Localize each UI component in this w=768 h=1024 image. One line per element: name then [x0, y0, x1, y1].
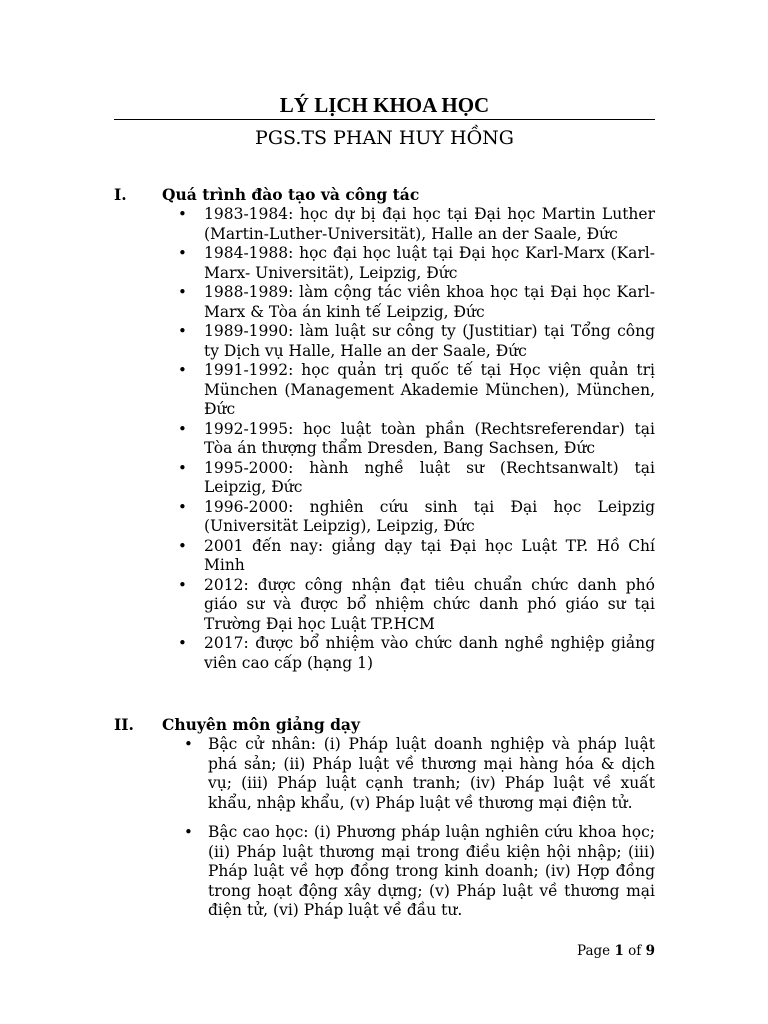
- bullet-icon: •: [178, 575, 187, 594]
- list-item: • 1984-1988: học đại học luật tại Đại học Karl-Marx (Karl-Marx- Universität), Leipzig, Đức: [178, 244, 655, 282]
- list-item: • 1983-1984: học dự bị đại học tại Đại học Martin Luther (Martin-Luther-Universität), Halle an der Saale, Đức: [178, 205, 655, 243]
- of-label: of: [628, 943, 642, 959]
- bullet-icon: •: [178, 419, 187, 438]
- list-item: • 1995-2000: hành nghề luật sư (Rechtsanwalt) tại Leipzig, Đức: [178, 458, 655, 496]
- document-title: LÝ LỊCH KHOA HỌC: [279, 93, 490, 117]
- section-teaching-specialty: [114, 715, 655, 931]
- section-title: Chuyên môn giảng dạy: [162, 715, 360, 734]
- section-title: Quá trình đào tạo và công tác: [162, 185, 420, 204]
- document-subtitle: PGS.TS PHAN HUY HỒNG: [255, 127, 514, 149]
- bullet-icon: •: [178, 283, 187, 301]
- bullet-icon: •: [178, 322, 187, 340]
- list-item: • Bậc cử nhân: (i) Pháp luật doanh nghiệp và pháp luật phá sản; (ii) Pháp luật về thương mại hàng hóa & dịch vụ; (iii) Pháp luật cạnh tranh; (iv) Pháp luật về xuất khẩu, nhập khẩu, (v) Pháp luật về thương mại điện tử.: [184, 735, 655, 812]
- bullet-icon: •: [184, 823, 193, 841]
- page-number-footer: [500, 942, 655, 960]
- list-item: • Bậc cao học: (i) Phương pháp luận nghiên cứu khoa học; (ii) Pháp luật thương mại trong điều kiện hội nhập; (iii) Pháp luật về hợp đồng trong kinh doanh; (iv) Hợp đồng trong hoạt động xây dựng; (v) Pháp luật về thương mại điện tử, (vi) Pháp luật về đầu tư.: [184, 823, 655, 919]
- list-item: • 1991-1992: học quản trị quốc tế tại Học viện quản trị München (Management Akademie München), München, Đức: [178, 361, 655, 418]
- current-page: 1: [614, 943, 624, 959]
- bullet-icon: •: [178, 244, 187, 262]
- bullet-icon: •: [178, 497, 187, 516]
- list-item: • 2012: được công nhận đạt tiêu chuẩn chức danh phó giáo sư và được bổ nhiệm chức danh phó giáo sư tại Trường Đại học Luật TP.HCM: [178, 575, 655, 633]
- section-list: [114, 735, 655, 921]
- list-item: • 1996-2000: nghiên cứu sinh tại Đại học Leipzig (Universität Leipzig), Leipzig, Đức: [178, 497, 655, 535]
- title-divider: [114, 119, 655, 120]
- section-training-and-work: [114, 185, 655, 673]
- bullet-icon: •: [178, 361, 187, 379]
- list-item: • 1988-1989: làm cộng tác viên khoa học tại Đại học Karl-Marx & Tòa án kinh tế Leipzig, Đức: [178, 283, 655, 321]
- section-heading: [114, 185, 655, 205]
- section-heading: [114, 715, 655, 735]
- bullet-icon: •: [178, 458, 187, 477]
- page-label: Page: [577, 943, 611, 959]
- bullet-icon: •: [178, 634, 187, 652]
- section-list: [114, 205, 655, 673]
- list-item: • 2017: được bổ nhiệm vào chức danh nghề nghiệp giảng viên cao cấp (hạng 1): [178, 634, 655, 672]
- list-item: • 1989-1990: làm luật sư công ty (Justitiar) tại Tổng công ty Dịch vụ Halle, Halle an der Saale, Đức: [178, 322, 655, 360]
- list-item: • 1992-1995: học luật toàn phần (Rechtsreferendar) tại Tòa án thượng thẩm Dresden, Bang Sachsen, Đức: [178, 419, 655, 457]
- list-item: • 2001 đến nay: giảng dạy tại Đại học Luật TP. Hồ Chí Minh: [178, 536, 655, 574]
- total-pages: 9: [645, 943, 655, 959]
- bullet-icon: •: [184, 735, 193, 753]
- bullet-icon: •: [178, 205, 187, 223]
- section-number: I.: [114, 185, 127, 204]
- section-number: II.: [114, 715, 134, 734]
- bullet-icon: •: [178, 536, 187, 555]
